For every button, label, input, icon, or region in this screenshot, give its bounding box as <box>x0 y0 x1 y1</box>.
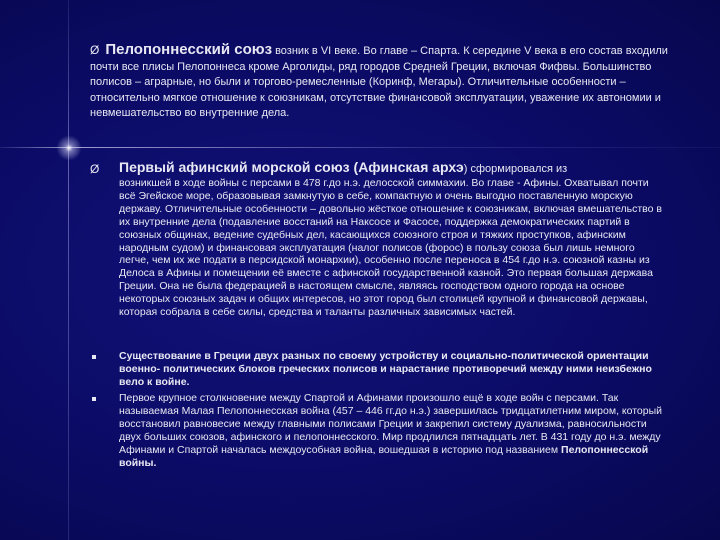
list-item-text: Существование в Греции двух разных по своему устройству и социально-политической ориентации военно- политических блоков греческих полисов и нарастание противоречий между ними неизбежно вело к войне. <box>119 350 652 388</box>
decorative-horizontal-line <box>0 147 720 148</box>
section-text: возник в VI веке. Во главе – Спарта. К середине V века в его состав входили почти все плисы Пелопоннеса кроме Арголиды, ряд городов Средней Греции, включая Фифвы. Большинство полисов – аграрные, но были и торгово-ремесленные (Коринф, Мегары). Отличительные особенности – относительно мягкое отношение к союзникам, отсутствие финансовой эксплуатации, уважение их автономии и невмешательство во внутренние дела. <box>90 45 668 119</box>
list-item-emphasis: Пелопоннесской войны. <box>119 443 649 469</box>
square-bullet-icon <box>92 355 96 359</box>
section-body: возникшей в ходе войны с персами в 478 г.до н.э. делосской симмахии. Во главе - Афины. Охватывал почти всё Эгейское море, образовывая замкнутую в себе, компактную и очень выгодно поставленную морскую державу. Отличительные особенности – довольно жёсткое отношение к союзникам, включая вмешательство в их внутренние дела (подавление восстаний на Наксосе и Фасосе, поддержка демократических партий в союзных общинах, ведение судебных дел, касающихся союзного строя и тяжких проступков, афинским народным судом) и финансовая эксплуатация (налог полисов (форос) в пользу союза был лишь немного легче, чем их же подати в персидской монархии), особенно после переноса в 454 г.до н.э. союзной казны из Делоса в Афины и помещении её вместе с афинской государственной казной. Это первая большая держава Греции. Она не была федерацией в настоящем смысле, являясь господством одного города на основе некоторых союзных задач и общих интересов, но этот город был столицей крупной и финансовой державы, которая собрала в себе силы, средства и таланты различных зависимых частей. <box>119 177 662 319</box>
list-item-text <box>119 392 664 469</box>
sparkle-decoration <box>54 133 84 163</box>
section-heading-line <box>119 160 664 176</box>
section-heading-tail: ) сформировался из <box>463 163 568 175</box>
arrow-bullet-icon: Ø <box>90 162 100 176</box>
peloponnesian-league-paragraph <box>90 42 670 122</box>
square-bullet-icon <box>92 397 96 401</box>
list-item-body: Первое крупное столкновение между Спартой и Афинами произошло ещё в ходе войн с персами. Так называемая Малая Пелопоннесская война (457 – 446 гг.до н.э.) завершилась тридцатилетним миром, который восстановил равновесие между главными полисами Греции и закрепил систему дуализма, равносильности двух больших союзов, афинского и пелопоннесского. Мир продлился пятнадцать лет. В 431 году до н.э. между Афинами и Спартой началась междоусобная война, вошедшая в историю под названием <box>119 392 663 456</box>
section-heading: Первый афинский морской союз (Афинская архэ <box>119 159 464 175</box>
arrow-bullet-icon: Ø <box>90 43 100 57</box>
section-heading: Пелопоннесский союз <box>105 41 273 58</box>
decorative-vertical-line <box>68 0 69 540</box>
